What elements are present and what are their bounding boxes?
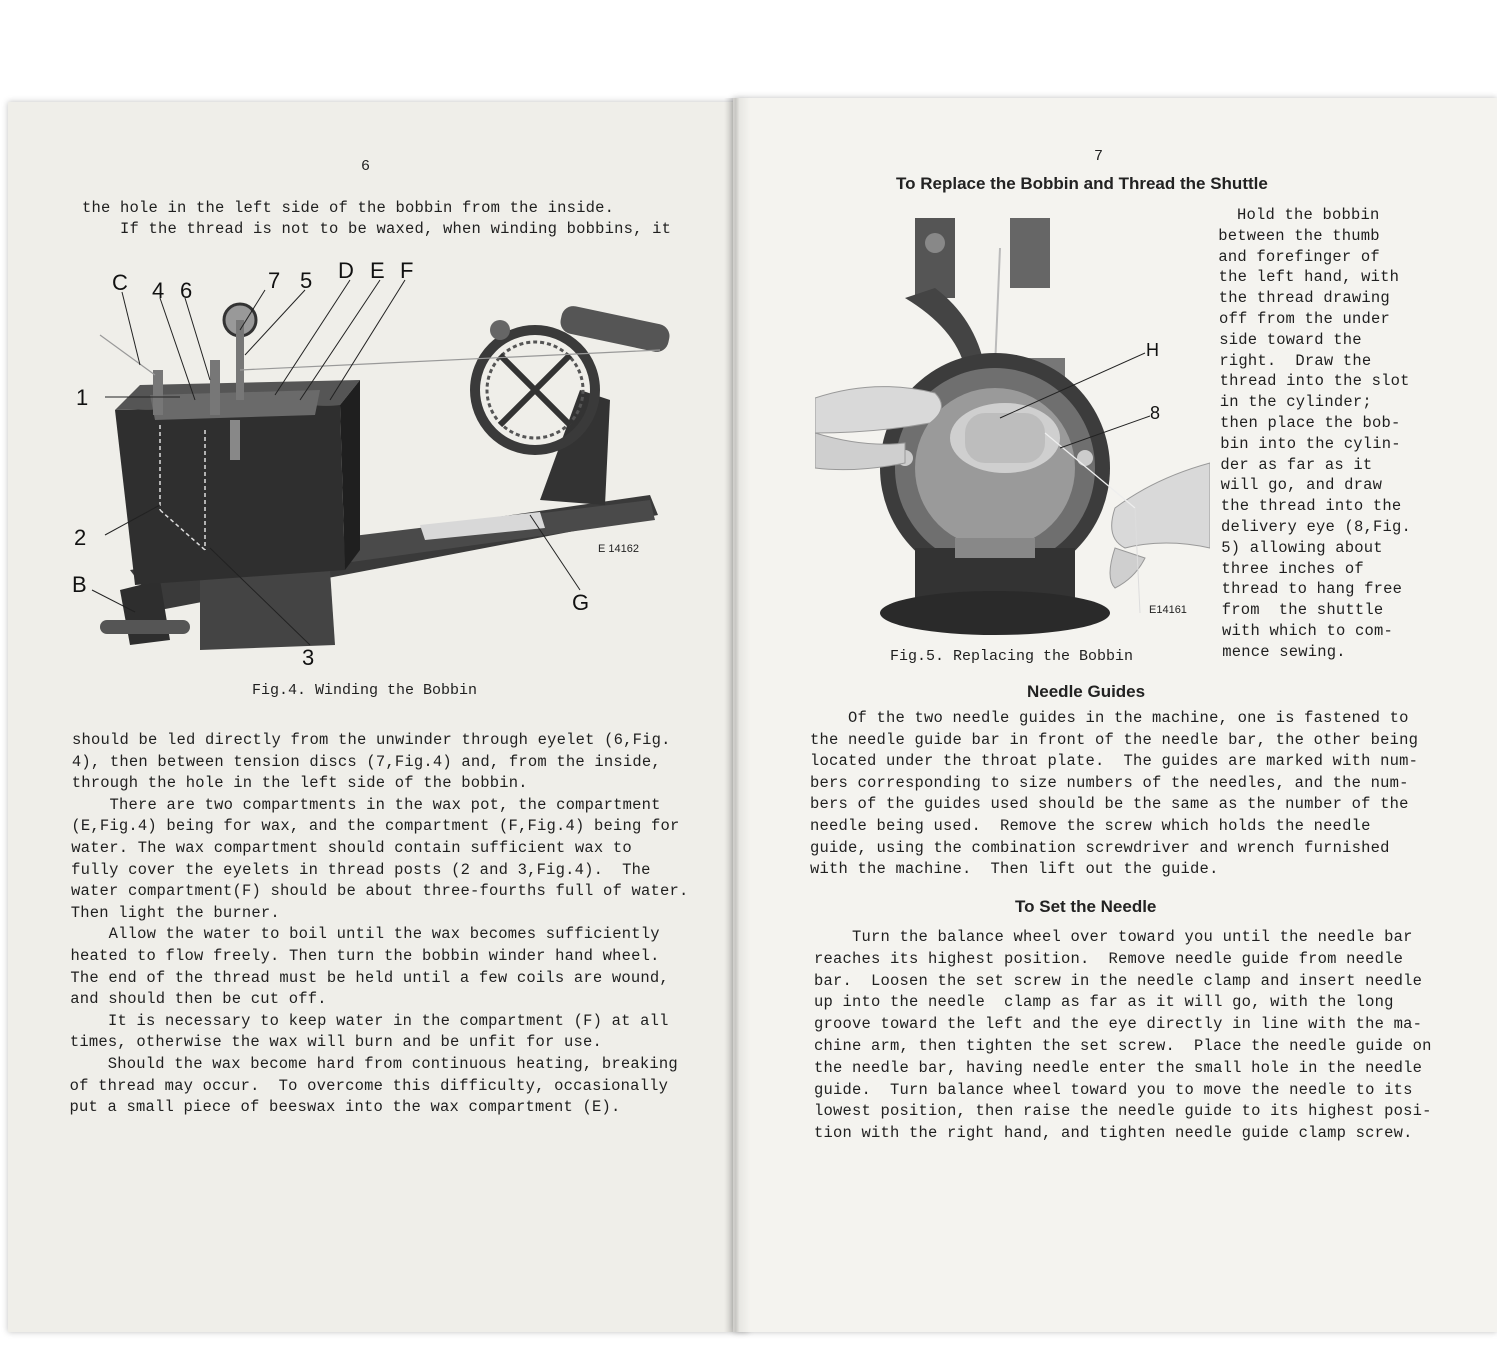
- left-body-line: should be led directly from the unwinder through eyelet (6,Fig.: [72, 731, 671, 749]
- set-needle-body-line: the needle bar, having needle enter the small hole in the needle: [814, 1058, 1423, 1077]
- needle-guides-body-line: bers corresponding to size numbers of the needles, and the num-: [810, 773, 1409, 792]
- heading-set-needle: To Set the Needle: [1015, 897, 1157, 916]
- set-needle-body-line: groove toward the left and the eye directly in line with the ma-: [814, 1015, 1423, 1034]
- side-text-line: side toward the: [1219, 330, 1362, 349]
- figure-4-bobbin-winder: [60, 250, 700, 675]
- page-number-right: 7: [1094, 148, 1104, 165]
- left-body-line: put a small piece of beeswax into the wax compartment (E).: [69, 1098, 621, 1117]
- set-needle-body-line: Turn the balance wheel over toward you until the needle bar: [814, 928, 1413, 946]
- side-text-line: and forefinger of: [1218, 247, 1380, 266]
- needle-guides-body-line: Of the two needle guides in the machine, one is fastened to: [810, 709, 1409, 727]
- left-body-line: water. The wax compartment should contain sufficient wax to: [71, 839, 632, 857]
- fig5-code: E14161: [1149, 604, 1187, 616]
- left-body-line: 4), then between tension discs (7,Fig.4) and, from the inside,: [71, 752, 661, 771]
- figure-5-shuttle: [815, 218, 1210, 638]
- set-needle-body-line: reaches its highest position. Remove needle guide from needle: [814, 949, 1404, 968]
- side-text-line: bin into the cylin-: [1220, 434, 1401, 453]
- fig5-label-8: 8: [1150, 403, 1161, 423]
- left-body-line: through the hole in the left side of the bobbin.: [71, 774, 528, 793]
- fig4-label-e: E: [370, 258, 385, 283]
- needle-guides-body-line: with the machine. Then lift out the guide.: [810, 860, 1219, 879]
- side-text-line: the left hand, with: [1218, 268, 1400, 287]
- page-number-left: 6: [361, 158, 371, 175]
- fig4-caption: Fig.4. Winding the Bobbin: [252, 682, 478, 699]
- fig4-label-c: C: [112, 270, 128, 295]
- side-text-line: in the cylinder;: [1219, 393, 1372, 412]
- set-needle-body-line: lowest position, then raise the needle guide to its highest posi-: [814, 1102, 1432, 1121]
- fig4-label-f: F: [400, 258, 414, 283]
- left-body-line: fully cover the eyelets in thread posts (2 and 3,Fig.4). The: [71, 860, 651, 879]
- side-text-line: 5) allowing about: [1221, 538, 1383, 557]
- side-text-line: thread into the slot: [1219, 372, 1410, 391]
- side-text-line: delivery eye (8,Fig.: [1221, 518, 1412, 536]
- fig4-label-7: 7: [268, 268, 281, 293]
- needle-guides-body-line: needle being used. Remove the screw which holds the needle: [810, 817, 1371, 835]
- side-text-line: the thread into the: [1220, 497, 1402, 516]
- fig4-label-5: 5: [300, 268, 313, 293]
- fig4-label-4: 4: [152, 278, 165, 303]
- fig4-label-b: B: [72, 572, 87, 597]
- set-needle-body-line: bar. Loosen the set screw in the needle clamp and insert needle: [814, 971, 1423, 990]
- left-body-line: Should the wax become hard from continuous heating, breaking: [69, 1055, 678, 1073]
- left-body-line: There are two compartments in the wax pot, the compartment: [71, 795, 661, 814]
- fig4-label-2: 2: [74, 525, 87, 550]
- fig5-label-h: H: [1146, 340, 1159, 360]
- book-gutter: [724, 98, 750, 1332]
- side-text-line: with which to com-: [1222, 622, 1394, 640]
- fig4-label-d: D: [338, 258, 354, 283]
- side-text-line: mence sewing.: [1222, 642, 1346, 661]
- left-body-line: (E,Fig.4) being for wax, and the compartment (F,Fig.4) being for: [71, 817, 680, 836]
- side-text-line: thread to hang free: [1221, 580, 1403, 599]
- left-body-line: It is necessary to keep water in the compartment (F) at all: [70, 1011, 669, 1030]
- needle-guides-body-line: located under the throat plate. The guides are marked with num-: [810, 752, 1419, 771]
- left-body-line: water compartment(F) should be about three-fourths full of water.: [70, 882, 689, 901]
- fig5-caption: Fig.5. Replacing the Bobbin: [890, 648, 1134, 665]
- set-needle-body-line: up into the needle clamp as far as it will go, with the long: [814, 993, 1394, 1012]
- fig4-code: E 14162: [598, 543, 639, 555]
- left-top-line-1: the hole in the left side of the bobbin from the inside.: [82, 199, 615, 217]
- side-text-line: right. Draw the: [1219, 351, 1372, 370]
- side-text-line: will go, and draw: [1220, 476, 1383, 495]
- left-body-line: heated to flow freely. Then turn the bobbin winder hand wheel.: [70, 947, 660, 965]
- side-text-line: off from the under: [1219, 310, 1391, 328]
- heading-replace-bobbin: To Replace the Bobbin and Thread the Shuttle: [896, 174, 1268, 193]
- side-text-line: three inches of: [1221, 559, 1364, 578]
- side-text-line: between the thumb: [1218, 226, 1380, 245]
- side-text-line: from the shuttle: [1221, 601, 1384, 620]
- heading-needle-guides: Needle Guides: [1027, 682, 1146, 701]
- left-body-line: Allow the water to boil until the wax becomes sufficiently: [70, 925, 660, 944]
- fig4-label-3: 3: [302, 645, 315, 670]
- side-text-line: the thread drawing: [1218, 289, 1390, 308]
- set-needle-body-line: chine arm, then tighten the set screw. Place the needle guide on: [814, 1037, 1432, 1055]
- side-text-line: then place the bob-: [1220, 414, 1401, 432]
- needle-guides-body-line: guide, using the combination screwdriver and wrench furnished: [810, 838, 1390, 857]
- side-text-line: der as far as it: [1220, 455, 1373, 474]
- fig4-label-1: 1: [76, 385, 89, 410]
- set-needle-body-line: tion with the right hand, and tighten needle guide clamp screw.: [814, 1124, 1413, 1143]
- fig4-label-6: 6: [180, 278, 193, 303]
- needle-guides-body-line: the needle guide bar in front of the needle bar, the other being: [810, 730, 1419, 749]
- left-body-line: times, otherwise the wax will burn and be unfit for use.: [69, 1033, 602, 1052]
- left-top-line-2: If the thread is not to be waxed, when winding bobbins, it: [82, 220, 672, 238]
- left-body-line: of thread may occur. To overcome this difficulty, occasionally: [69, 1076, 669, 1095]
- set-needle-body-line: guide. Turn balance wheel toward you to move the needle to its: [814, 1080, 1413, 1099]
- left-body-line: and should then be cut off.: [70, 990, 327, 1009]
- left-body-line: The end of the thread must be held until a few coils are wound,: [70, 968, 669, 987]
- left-body-line: Then light the burner.: [70, 903, 280, 922]
- needle-guides-body-line: bers of the guides used should be the same as the number of the: [810, 795, 1409, 814]
- side-text-line: Hold the bobbin: [1218, 206, 1380, 224]
- fig4-label-g: G: [572, 590, 590, 615]
